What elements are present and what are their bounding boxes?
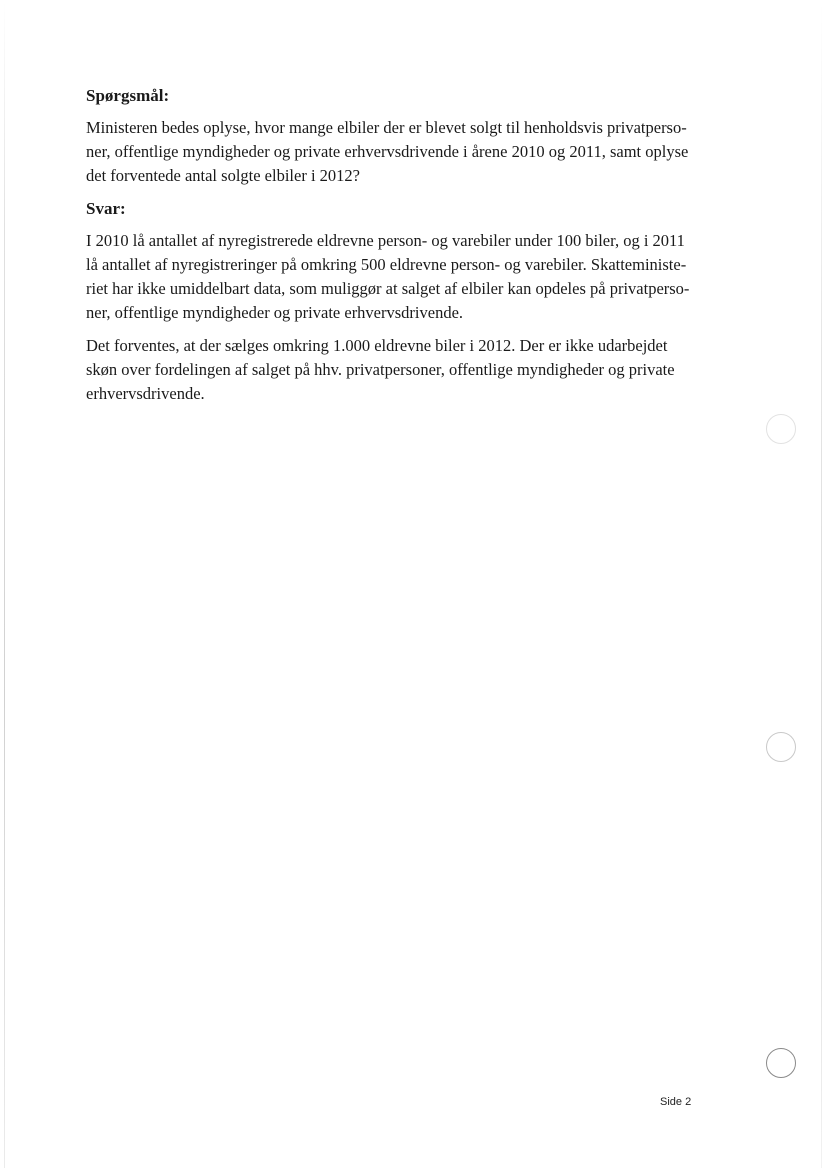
answer-p1-line-4: ner, offentlige myndigheder og private erhvervsdrivende. [86,303,464,322]
punch-hole-middle [766,732,796,762]
question-line-1: Ministeren bedes oplyse, hvor mange elbiler der er blevet solgt til henholdsvis privatperso- [86,118,687,137]
question-line-3: det forventede antal solgte elbiler i 2012? [86,166,360,185]
punch-hole-bottom [766,1048,796,1078]
answer-p2-line-3: erhvervsdrivende. [86,384,205,403]
answer-p2-line-2: skøn over fordelingen af salget på hhv. privatpersoner, offentlige myndigheder og private [86,360,675,379]
question-line-2: ner, offentlige myndigheder og private erhvervsdrivende i årene 2010 og 2011, samt oplyse [86,142,689,161]
page-number: Side 2 [660,1096,692,1108]
question-paragraph [86,116,696,188]
answer-heading: Svar: [86,199,126,218]
answer-p1-line-2: lå antallet af nyregistreringer på omkring 500 eldrevne person- og varebiler. Skatteministe- [86,255,687,274]
document-body [86,84,696,415]
answer-p1-line-3: riet har ikke umiddelbart data, som muliggør at salget af elbiler kan opdeles på privatperso- [86,279,690,298]
scan-edge-left [4,0,5,1168]
question-heading: Spørgsmål: [86,86,170,105]
answer-paragraph-1 [86,229,696,325]
answer-p2-line-1: Det forventes, at der sælges omkring 1.000 eldrevne biler i 2012. Der er ikke udarbejdet [86,336,668,355]
answer-paragraph-2 [86,334,696,406]
scan-edge-right [821,0,822,1168]
punch-hole-top [766,414,796,444]
answer-p1-line-1: I 2010 lå antallet af nyregistrerede eldrevne person- og varebiler under 100 biler, og i 2011 [86,231,685,250]
